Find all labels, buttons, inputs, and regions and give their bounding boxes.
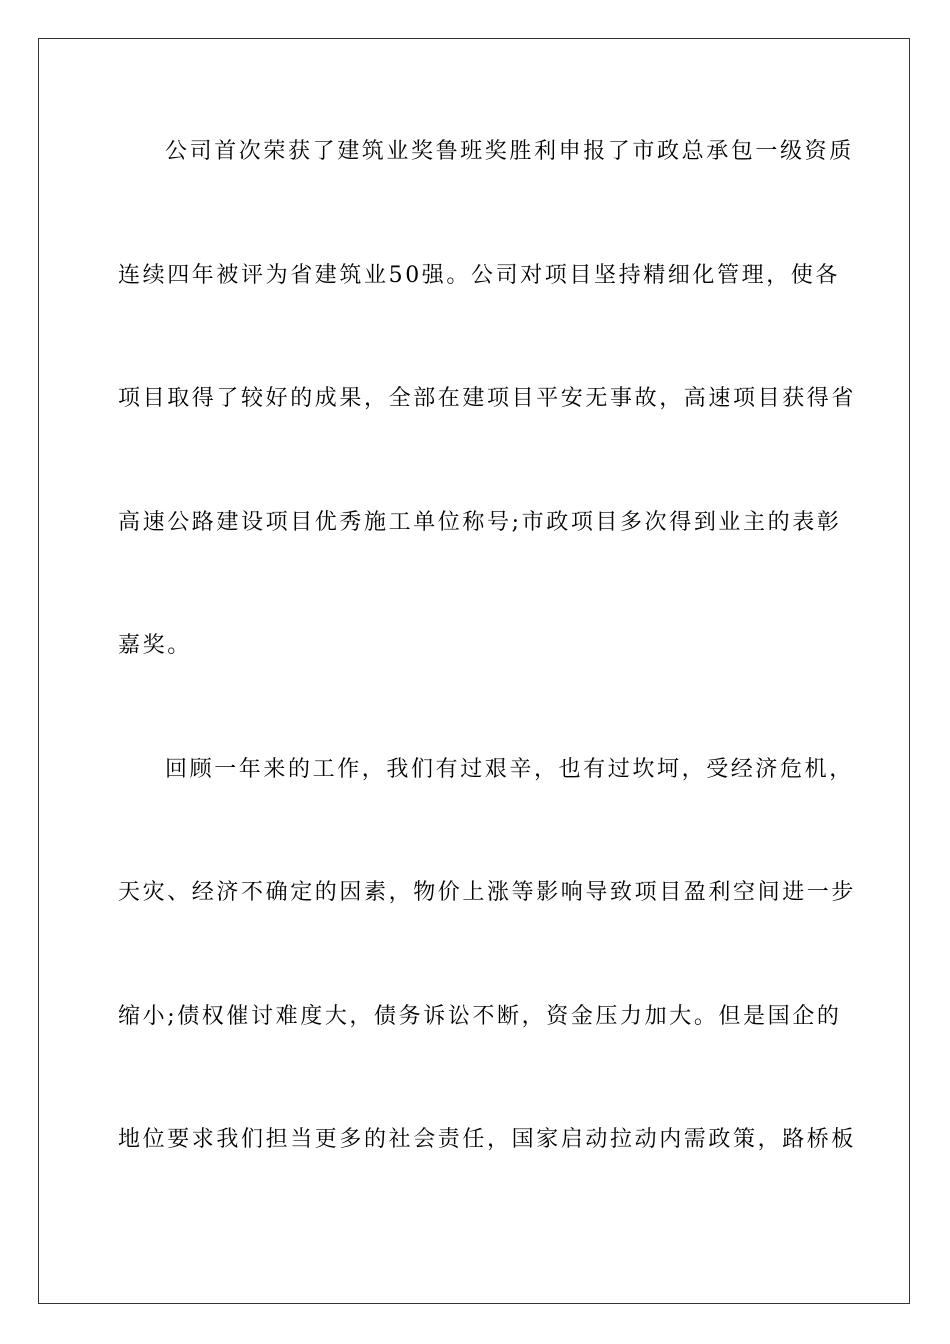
text-line: 缩小;债权催讨难度大，债务诉讼不断，资金压力加大。但是国企的 [118,1004,842,1029]
text-line: 连续四年被评为省建筑业50强。公司对项目坚持精细化管理，使各 [118,263,840,288]
text-line: 地位要求我们担当更多的社会责任，国家启动拉动内需政策，路桥板 [118,1127,857,1152]
text-line: 项目取得了较好的成果，全部在建项目平安无事故，高速项目获得省 [118,386,857,411]
text-line: 嘉奖。 [118,633,192,658]
text-line: 公司首次荣获了建筑业奖鲁班奖胜利申报了市政总承包一级资质 [165,139,854,164]
text-line: 回顾一年来的工作，我们有过艰辛，也有过坎坷，受经济危机， [165,757,854,782]
text-line: 高速公路建设项目优秀施工单位称号;市政项目多次得到业主的表彰 [118,510,842,535]
page-border [38,38,910,1304]
text-line: 天灾、经济不确定的因素，物价上涨等影响导致项目盈利空间进一步 [118,880,857,905]
